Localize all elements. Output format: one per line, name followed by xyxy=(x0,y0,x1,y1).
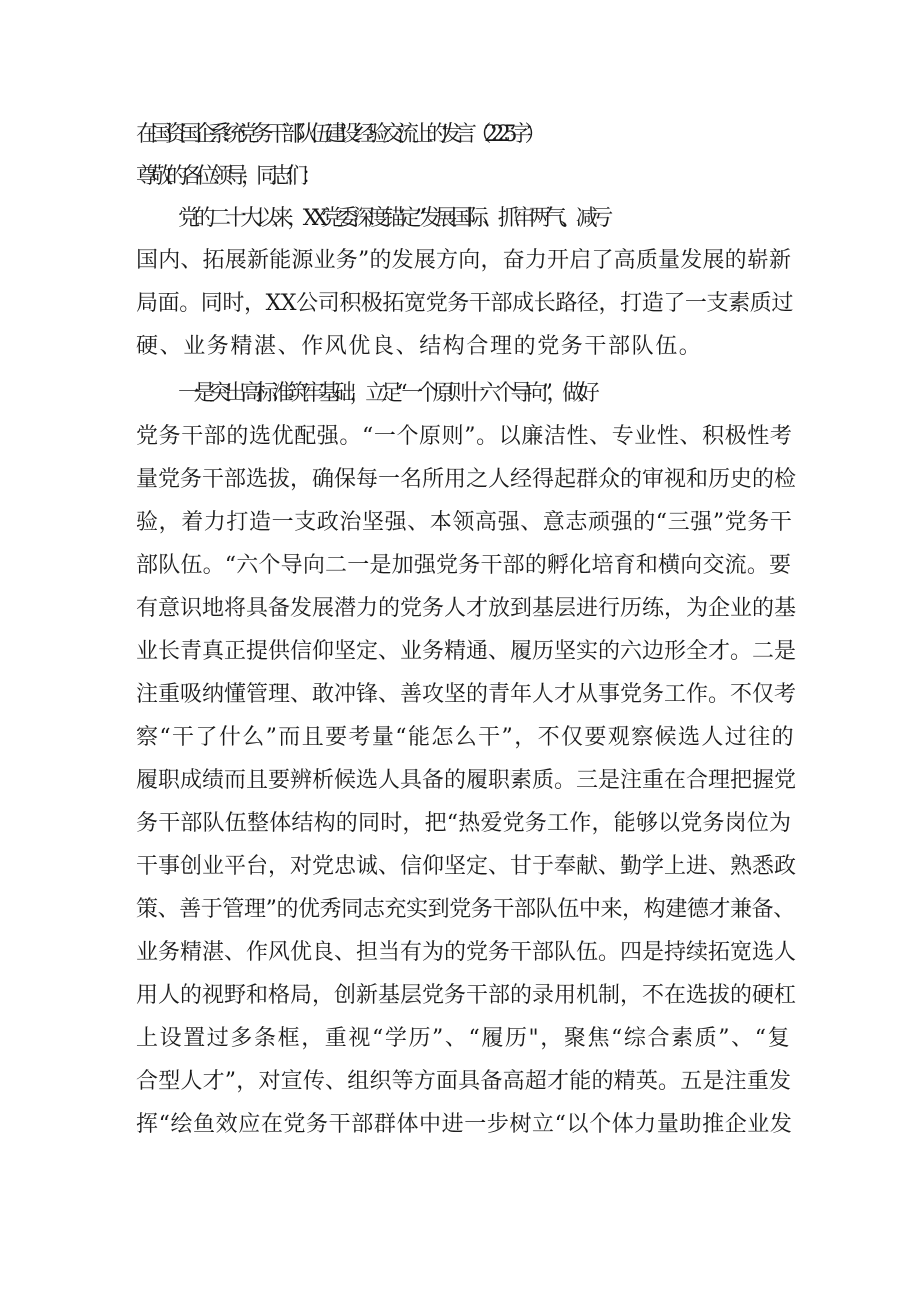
paragraph-1-line: 党的二十大以来，XX党委深度锚定”发展国际、抓牢两气、减亏 xyxy=(178,206,607,231)
paragraph-2-line: 合型人才”，对宣传、组织等方面具备高超才能的精英。五是注重发 xyxy=(136,1069,792,1094)
paragraph-2-line: 上设置过多条框，重视“学历”、“履历"，聚焦“综合素质”、“复 xyxy=(136,1026,792,1051)
paragraph-2-line: 挥“绘鱼效应在党务干部群体中进一步树立“以个体力量助推企业发 xyxy=(136,1112,793,1137)
paragraph-1-line: 国内、拓展新能源业务”的发展方向，奋力开启了高质量发展的崭新 xyxy=(136,248,792,273)
salutation: 尊敬的各位领导，同志们： xyxy=(136,164,317,189)
paragraph-2-line: 党务干部的选优配强。“一个原则”。以廉洁性、专业性、积极性考 xyxy=(136,424,793,449)
paragraph-2-line: 量党务干部选拔，确保每一名所用之人经得起群众的审视和历史的检 xyxy=(136,467,797,492)
paragraph-2-line: 有意识地将具备发展潜力的党务人才放到基层进行历练，为企业的基 xyxy=(136,596,797,621)
paragraph-2-line: 策、善于管理”的优秀同志充实到党务干部队伍中来，构建德才兼备、 xyxy=(136,897,795,922)
paragraph-1-line: 局面。同时，XX公司积极拓宽党务干部成长路径，打造了一支素质过 xyxy=(136,291,793,316)
paragraph-2-line: 业长青真正提供信仰坚定、业务精通、履历坚实的六边形全才。二是 xyxy=(136,639,797,664)
paragraph-2-line: 验，着力打造一支政治坚强、本领高强、意志顽强的“三强”党务干 xyxy=(136,510,793,535)
paragraph-2-line: 一是突出高标准筑牢基础，立足“一个原则十六个导向”，做好 xyxy=(178,381,594,406)
paragraph-2-line: 履职成绩而且要辨析候选人具备的履职素质。三是注重在合理把握党 xyxy=(136,768,797,793)
paragraph-2-line: 注重吸纳懂管理、敢冲锋、善攻坚的青年人才从事党务工作。不仅考 xyxy=(136,682,797,707)
paragraph-1-line: 硬、业务精湛、作风优良、结构合理的党务干部队伍。 xyxy=(136,334,703,359)
paragraph-2-line: 部队伍。“六个导向二一是加强党务干部的孵化培育和横向交流。要 xyxy=(136,553,792,578)
paragraph-2-line: 用人的视野和格局，创新基层党务干部的录用机制，不在选拔的硬杠 xyxy=(136,983,797,1008)
paragraph-2-line: 业务精湛、作风优良、担当有为的党务干部队伍。四是持续拓宽选人 xyxy=(136,940,797,965)
paragraph-2-line: 务干部队伍整体结构的同时，把“热爱党务工作，能够以党务岗位为 xyxy=(136,811,792,836)
paragraph-2-line: 察“干了什么”而且要考量“能怎么干”，不仅要观察候选人过往的 xyxy=(136,725,795,750)
paragraph-2-line: 干事创业平台，对党忠诚、信仰坚定、甘于奉献、勤学上进、熟悉政 xyxy=(136,854,797,879)
document-title: 在国资国企系统党务干部队伍建设经验交流上的发言（2225字） xyxy=(136,122,539,147)
